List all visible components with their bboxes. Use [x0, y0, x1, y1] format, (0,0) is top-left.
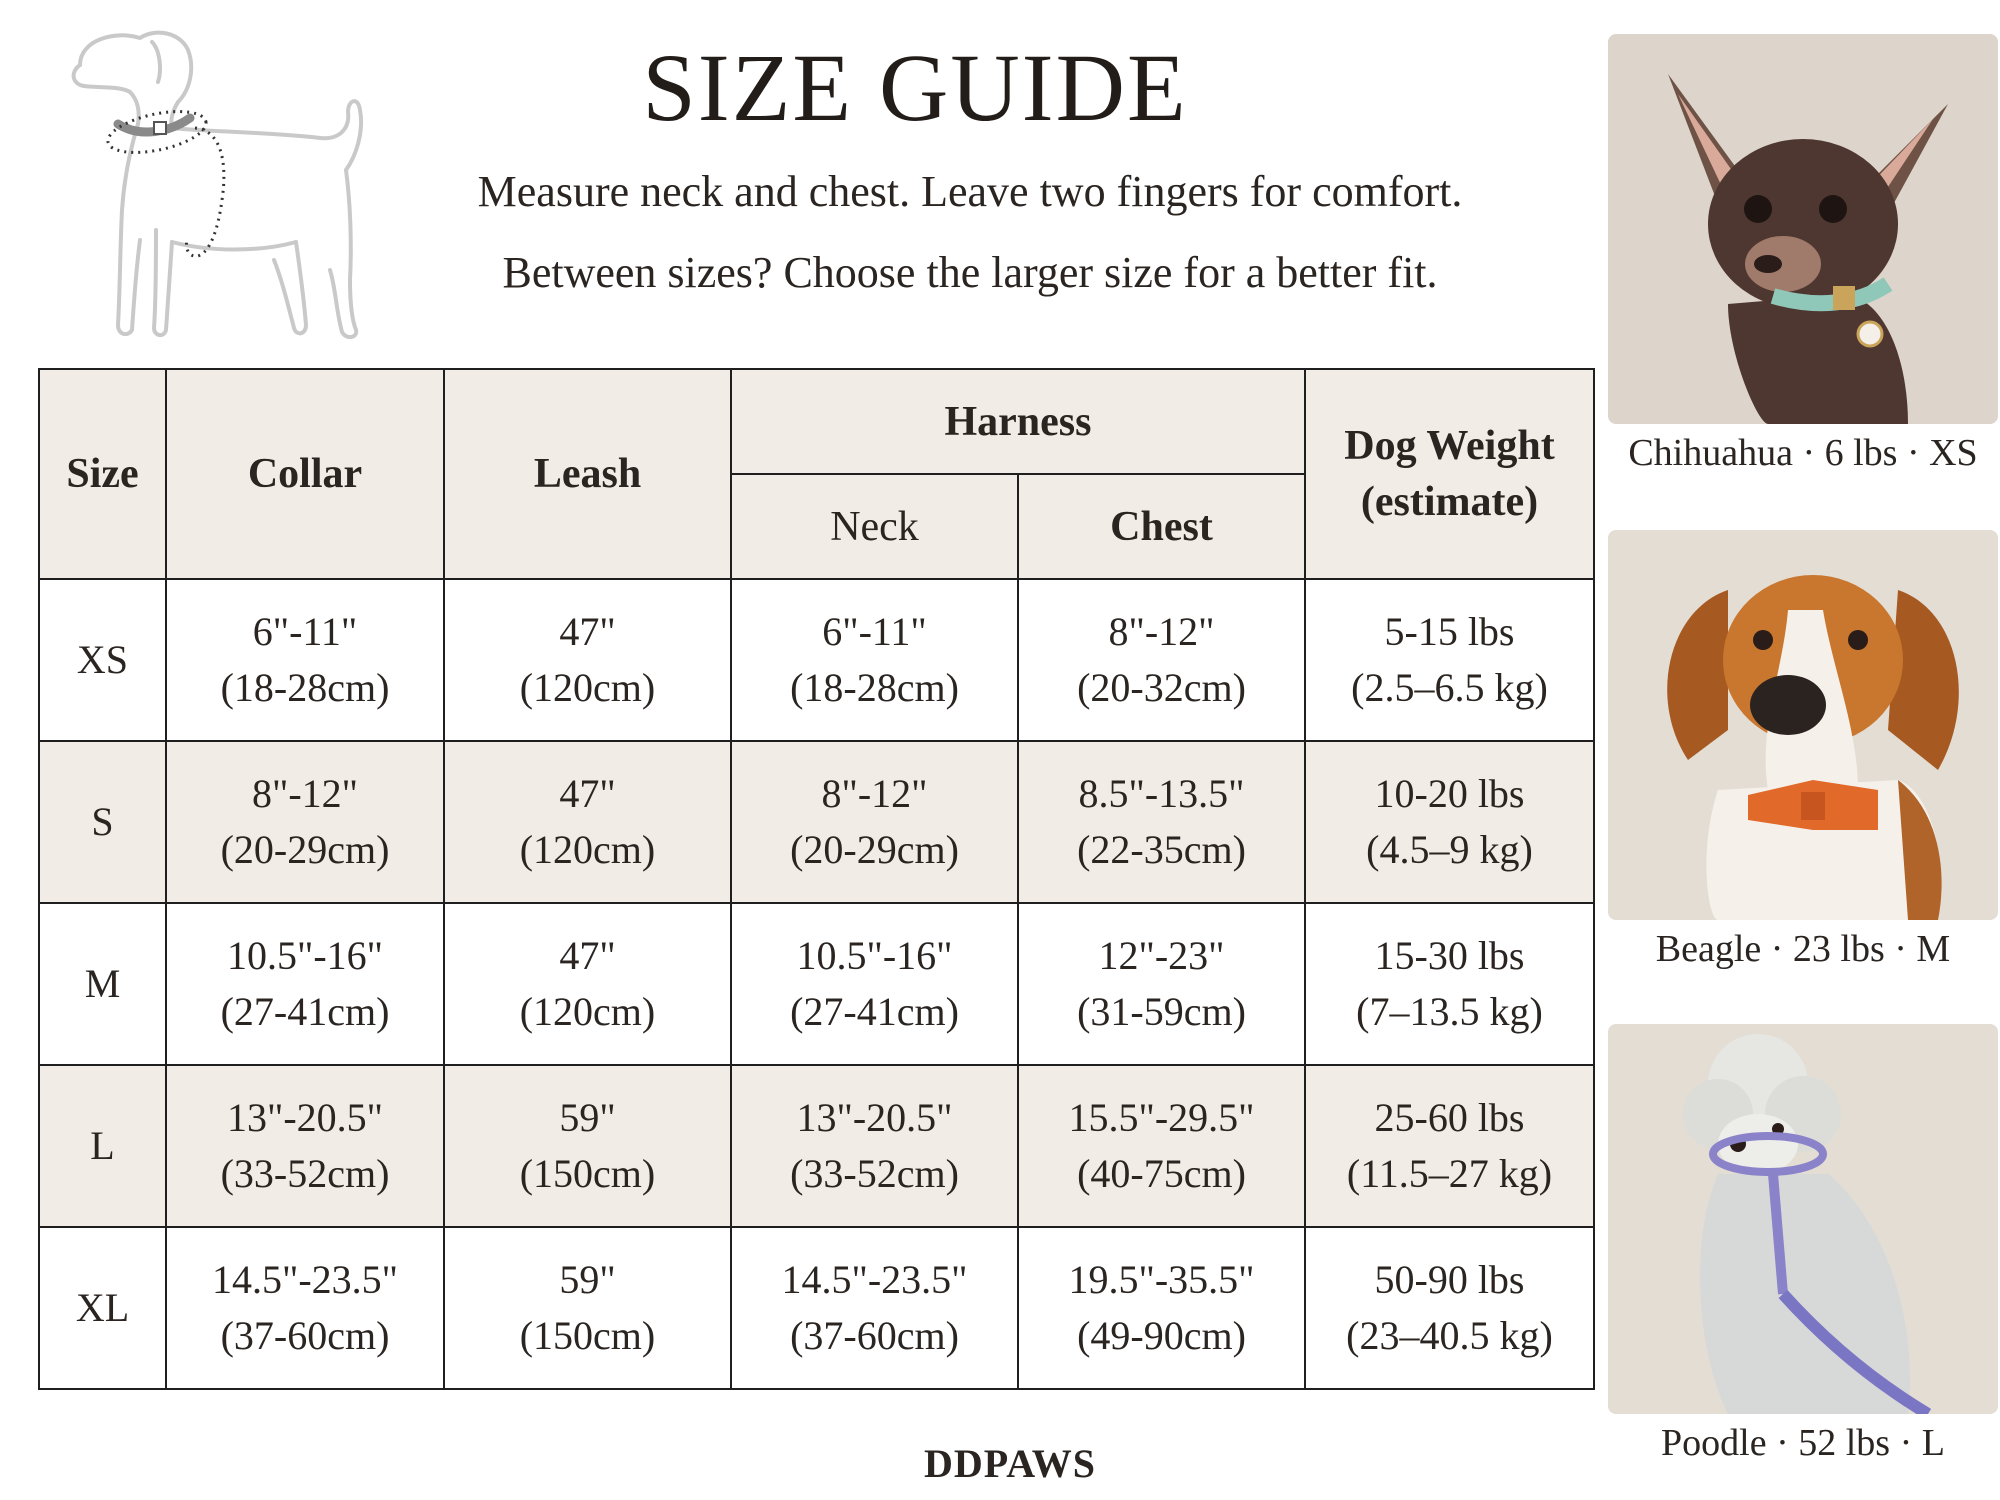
chest-value-line: (40-75cm)	[1077, 1151, 1246, 1196]
size-cell: M	[39, 903, 166, 1065]
collar-value-line: 13"-20.5"	[227, 1095, 383, 1140]
beagle-caption: Beagle · 23 lbs · M	[1655, 928, 1951, 970]
page-title: SIZE GUIDE	[642, 34, 1188, 141]
poodle-caption: Poodle · 52 lbs · L	[1661, 1422, 1945, 1464]
collar-value-line: 8"-12"	[252, 771, 358, 816]
leash-value-line: 59"	[559, 1095, 616, 1140]
dog-measurement-illustration-icon	[60, 20, 410, 355]
size-cell: L	[39, 1065, 166, 1227]
collar-value-line: (20-29cm)	[220, 827, 390, 872]
collar-value-line: 14.5"-23.5"	[212, 1257, 398, 1302]
collar-cell	[166, 1065, 444, 1227]
header-harness-neck: Neck	[731, 474, 1018, 579]
weight-value-line: (7–13.5 kg)	[1356, 989, 1543, 1034]
photo-card-beagle	[1608, 530, 1998, 972]
leash-value-line: 59"	[559, 1257, 616, 1302]
leash-cell	[444, 741, 731, 903]
header-collar: Collar	[166, 369, 444, 579]
chest-value-line: 15.5"-29.5"	[1068, 1095, 1255, 1140]
weight-value-line: 25-60 lbs	[1374, 1095, 1525, 1140]
chest-cell	[1018, 903, 1305, 1065]
header-leash: Leash	[444, 369, 731, 579]
collar-cell	[166, 741, 444, 903]
header-dog-weight	[1305, 369, 1594, 579]
chest-value-line: 8"-12"	[1108, 609, 1215, 654]
between-sizes-instruction: Between sizes? Choose the larger size for a better fit.	[502, 248, 1438, 297]
weight-value-line: 5-15 lbs	[1384, 609, 1515, 654]
weight-value-line: (4.5–9 kg)	[1366, 827, 1533, 872]
neck-value-line: 10.5"-16"	[796, 933, 953, 978]
neck-value-line: (20-29cm)	[790, 827, 959, 872]
header-weight-line2: (estimate)	[1360, 479, 1539, 525]
chest-value-line: (49-90cm)	[1077, 1313, 1246, 1358]
photo-card-chihuahua	[1608, 34, 1998, 476]
collar-value-line: (37-60cm)	[220, 1313, 390, 1358]
header-harness: Harness	[731, 369, 1305, 474]
header-weight-line1: Dog Weight	[1344, 423, 1555, 469]
weight-cell	[1305, 1065, 1594, 1227]
table-row	[39, 1065, 1594, 1227]
collar-cell	[166, 1227, 444, 1389]
neck-cell	[731, 579, 1018, 741]
leash-cell	[444, 1227, 731, 1389]
size-cell: S	[39, 741, 166, 903]
leash-value-line: (150cm)	[519, 1313, 656, 1358]
header-harness-chest: Chest	[1018, 474, 1305, 579]
weight-cell	[1305, 1227, 1594, 1389]
leash-value-line: (150cm)	[519, 1151, 656, 1196]
neck-cell	[731, 741, 1018, 903]
collar-value-line: (27-41cm)	[220, 989, 390, 1034]
chihuahua-photo-icon	[1608, 34, 1998, 424]
chest-cell	[1018, 579, 1305, 741]
weight-value-line: 10-20 lbs	[1374, 771, 1525, 816]
chest-value-line: 12"-23"	[1098, 933, 1225, 978]
leash-value-line: 47"	[559, 609, 616, 654]
size-cell: XS	[39, 579, 166, 741]
weight-value-line: 15-30 lbs	[1374, 933, 1525, 978]
neck-value-line: 14.5"-23.5"	[781, 1257, 968, 1302]
collar-value-line: 10.5"-16"	[227, 933, 383, 978]
chest-cell	[1018, 1065, 1305, 1227]
neck-value-line: (18-28cm)	[790, 665, 959, 710]
leash-value-line: 47"	[559, 933, 616, 978]
neck-value-line: 6"-11"	[822, 609, 927, 654]
leash-value-line: (120cm)	[519, 989, 656, 1034]
weight-cell	[1305, 741, 1594, 903]
weight-cell	[1305, 579, 1594, 741]
table-row	[39, 903, 1594, 1065]
neck-value-line: 13"-20.5"	[796, 1095, 953, 1140]
chest-cell	[1018, 741, 1305, 903]
collar-value-line: (18-28cm)	[220, 665, 390, 710]
photo-card-poodle	[1608, 1024, 1998, 1466]
leash-value-line: 47"	[559, 771, 616, 816]
beagle-photo-icon	[1608, 530, 1998, 920]
neck-value-line: (37-60cm)	[790, 1313, 959, 1358]
chest-value-line: (22-35cm)	[1077, 827, 1246, 872]
leash-cell	[444, 1065, 731, 1227]
collar-cell	[166, 579, 444, 741]
size-chart-table	[38, 368, 1595, 1390]
neck-cell	[731, 1227, 1018, 1389]
neck-cell	[731, 1065, 1018, 1227]
table-row	[39, 579, 1594, 741]
weight-value-line: 50-90 lbs	[1374, 1257, 1525, 1302]
neck-cell	[731, 903, 1018, 1065]
table-row	[39, 1227, 1594, 1389]
neck-value-line: (27-41cm)	[790, 989, 959, 1034]
size-cell: XL	[39, 1227, 166, 1389]
poodle-photo-icon	[1608, 1024, 1998, 1414]
chest-value-line: 19.5"-35.5"	[1068, 1257, 1255, 1302]
chest-value-line: (31-59cm)	[1077, 989, 1246, 1034]
chest-cell	[1018, 1227, 1305, 1389]
collar-value-line: 6"-11"	[252, 609, 358, 654]
chest-value-line: (20-32cm)	[1077, 665, 1246, 710]
weight-value-line: (23–40.5 kg)	[1346, 1313, 1553, 1358]
chest-value-line: 8.5"-13.5"	[1078, 771, 1245, 816]
table-row	[39, 741, 1594, 903]
leash-value-line: (120cm)	[519, 827, 656, 872]
neck-value-line: 8"-12"	[821, 771, 928, 816]
measure-instruction: Measure neck and chest. Leave two fingers for comfort.	[477, 167, 1463, 216]
collar-cell	[166, 903, 444, 1065]
leash-cell	[444, 903, 731, 1065]
brand-name: DDPAWS	[924, 1441, 1096, 1486]
collar-value-line: (33-52cm)	[220, 1151, 390, 1196]
leash-value-line: (120cm)	[519, 665, 656, 710]
weight-value-line: (2.5–6.5 kg)	[1351, 665, 1548, 710]
leash-cell	[444, 579, 731, 741]
weight-cell	[1305, 903, 1594, 1065]
header-size: Size	[39, 369, 166, 579]
weight-value-line: (11.5–27 kg)	[1346, 1151, 1553, 1196]
neck-value-line: (33-52cm)	[790, 1151, 959, 1196]
chihuahua-caption: Chihuahua · 6 lbs · XS	[1628, 432, 1978, 474]
